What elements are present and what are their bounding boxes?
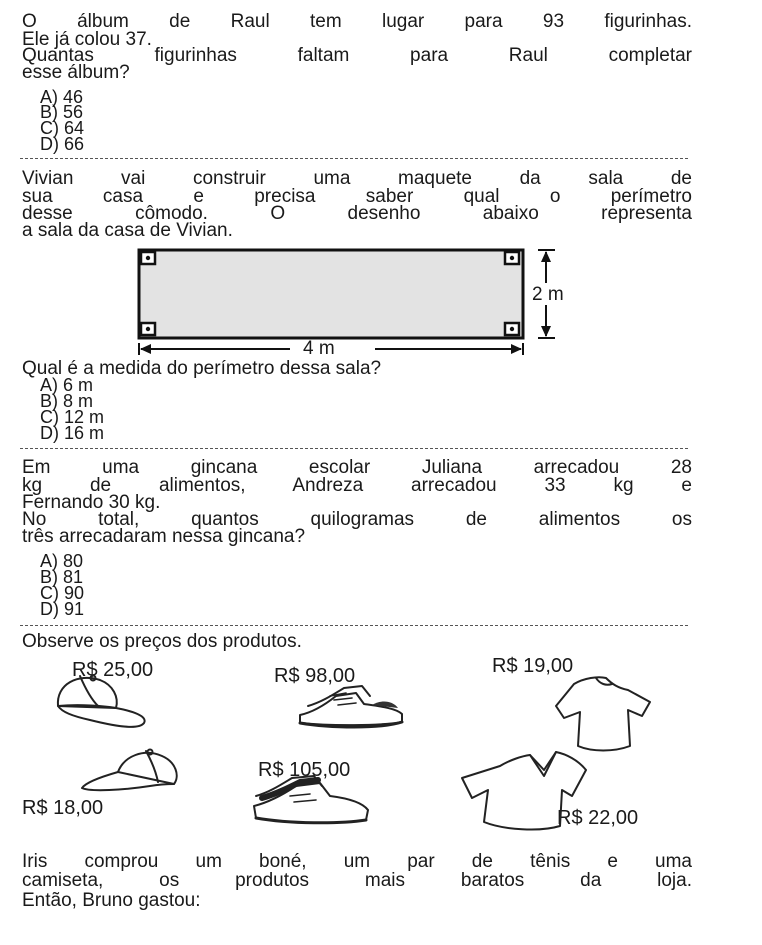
question-text-line: kg de alimentos, Andreza arrecadou 33 kg e — [22, 475, 692, 496]
question-text-line: Vivian vai construir uma maquete da sala de — [22, 168, 692, 189]
question-text-line: Então, Bruno gastou: — [22, 890, 201, 911]
question-text-line: a sala da casa de Vivian. — [22, 220, 233, 241]
answer-option: D) 16 m — [40, 423, 105, 443]
width-label: 4 m — [303, 338, 335, 359]
answer-option: B) 56 — [40, 102, 84, 122]
answer-option: C) 64 — [40, 118, 85, 138]
cap-icon — [58, 676, 145, 727]
height-label: 2 m — [532, 284, 564, 305]
question-text-line: O álbum de Raul tem lugar para 93 figurinhas. — [22, 11, 692, 32]
question-text-line: Fernando 30 kg. — [22, 492, 161, 513]
answer-option: A) 46 — [40, 87, 84, 107]
question-text-line: No total, quantos quilogramas de alimentos os — [22, 509, 692, 530]
question-text-line: desse cômodo. O desenho abaixo representa — [22, 203, 692, 224]
price-label: R$ 18,00 — [22, 797, 104, 819]
answer-option: C) 90 — [40, 583, 85, 603]
answer-option: C) 12 m — [40, 407, 105, 427]
question-text-line: sua casa e precisa saber qual o perímetro — [22, 186, 692, 207]
answer-option: A) 80 — [40, 551, 84, 571]
sneaker-icon — [254, 776, 368, 823]
question-text-line: três arrecadaram nessa gincana? — [22, 526, 306, 547]
vneck-shirt-icon — [462, 752, 586, 829]
question-text-line: camiseta, os produtos mais baratos da loja. — [22, 870, 692, 891]
answer-option: B) 81 — [40, 567, 84, 587]
question-intro: Observe os preços dos produtos. — [22, 631, 302, 652]
answer-option: D) 66 — [40, 134, 85, 154]
answer-option: B) 8 m — [40, 391, 94, 411]
answer-option: A) 6 m — [40, 375, 94, 395]
price-label: R$ 105,00 — [258, 759, 351, 781]
price-label: R$ 22,00 — [557, 807, 639, 829]
question-text-line: esse álbum? — [22, 62, 130, 83]
price-label: R$ 25,00 — [72, 659, 154, 681]
sneaker-icon — [300, 686, 402, 727]
question-prompt: Qual é a medida do perímetro dessa sala? — [22, 358, 382, 379]
cap-icon — [82, 750, 177, 791]
question-text-line: Iris comprou um boné, um par de tênis e uma — [22, 851, 692, 872]
price-label: R$ 98,00 — [274, 665, 356, 687]
answer-option: D) 91 — [40, 599, 85, 619]
question-text-line: Em uma gincana escolar Juliana arrecadou 28 — [22, 457, 692, 478]
price-label: R$ 19,00 — [492, 655, 574, 677]
question-text-line: Quantas figurinhas faltam para Raul completar — [22, 45, 692, 66]
question-text-line: Ele já colou 37. — [22, 29, 152, 50]
tshirt-icon — [556, 677, 650, 750]
